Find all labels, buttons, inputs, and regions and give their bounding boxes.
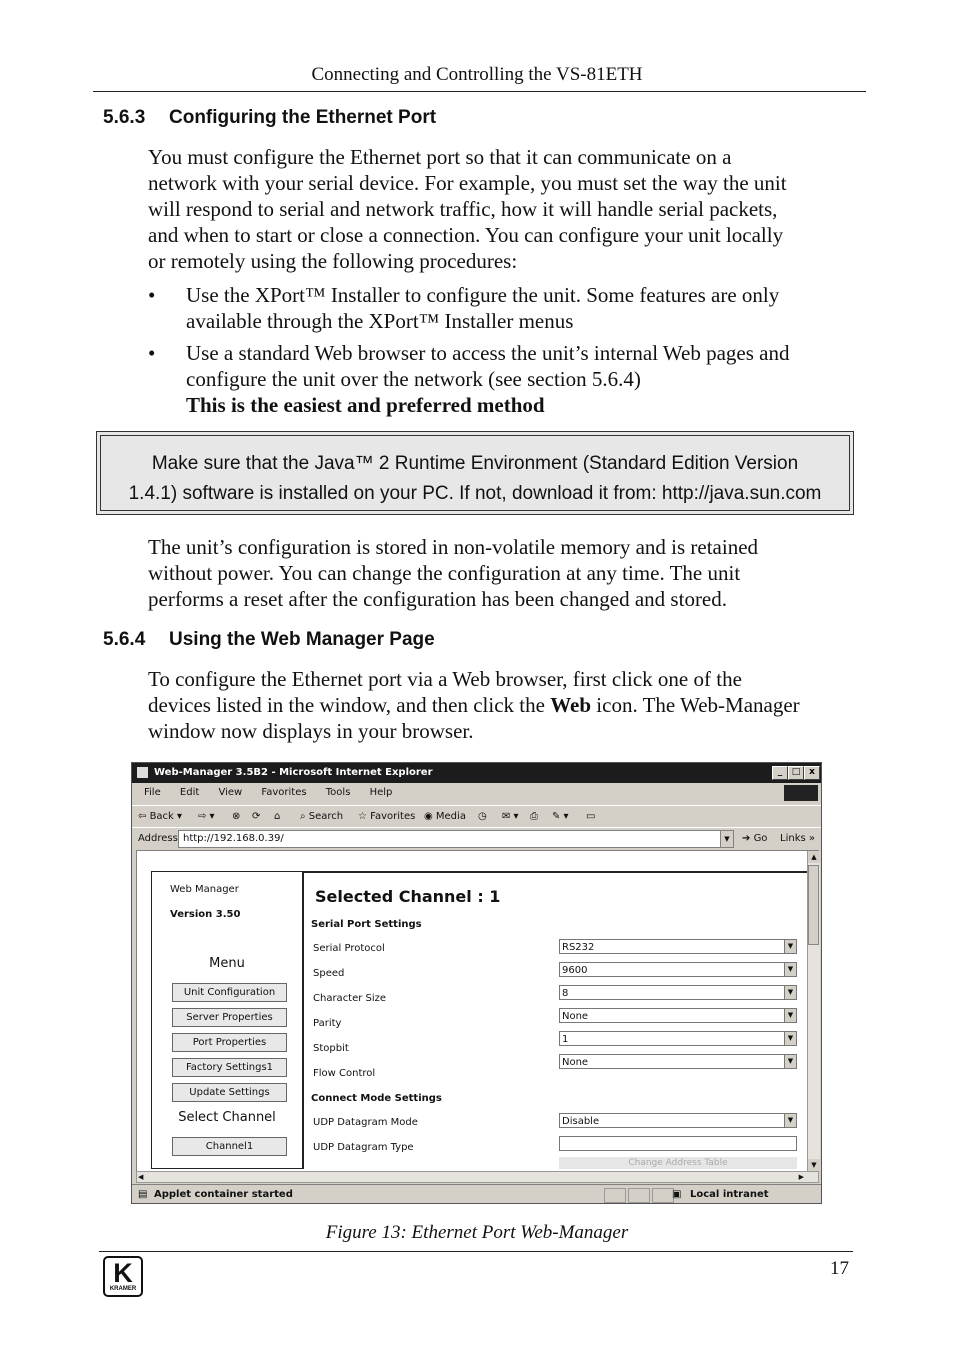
paragraph-intro [148,144,863,274]
chevron-down-icon: ▼ [784,1114,796,1127]
java-note-box [96,431,854,515]
text-line: window now displays in your browser. [148,719,474,743]
section-heading-563 [103,107,436,129]
channel-settings-panel [303,871,809,1169]
edit-icon[interactable]: ✎ ▾ [552,811,569,822]
zone-text: Local intranet [690,1189,769,1200]
server-properties-button[interactable]: Server Properties [172,1008,287,1027]
section-number: 5.6.4 [103,629,146,650]
scroll-right-icon[interactable]: ▶ [798,1173,804,1181]
windows-logo-icon [784,785,818,801]
scroll-up-icon[interactable]: ▲ [808,851,820,863]
text-line: and when to start or close a connection. You can configure your unit locally [148,223,784,247]
bullet-icon: • [148,341,156,365]
search-button[interactable]: ⌕ Search [300,811,344,822]
factory-settings-button[interactable]: Factory Settings1 [172,1058,287,1077]
page-number: 17 [830,1258,849,1279]
chevron-down-icon: ▼ [784,986,796,999]
forward-icon[interactable]: ⇨ ▾ [198,811,215,822]
udp-datagram-type-label: UDP Datagram Type [313,1142,414,1153]
text-line: Use the XPort™ Installer to configure the unit. Some features are only [186,283,780,307]
note-line: Make sure that the Java™ 2 Runtime Environment (Standard Edition Version [151,453,799,474]
udp-datagram-mode-label: UDP Datagram Mode [313,1117,418,1128]
stop-icon[interactable]: ⊗ [232,811,241,822]
menu-heading: Menu [209,956,245,971]
status-panel [652,1188,674,1203]
section-title: Using the Web Manager Page [169,629,435,650]
address-label: Address [138,833,178,844]
footer-rule [99,1251,853,1252]
note-line: 1.4.1) software is installed on your PC. If not, download it from: http://java.sun.com [128,483,822,504]
text-line: devices listed in the window, and then click the Web icon. The Web-Manager [148,693,800,717]
section-title: Configuring the Ethernet Port [169,107,437,128]
selected-channel-title: Selected Channel : 1 [315,887,501,906]
browser-status-bar [132,1184,821,1204]
menu-file[interactable]: File [144,787,161,798]
speed-select[interactable]: 9600 ▼ [559,962,797,977]
serial-port-settings-heading: Serial Port Settings [311,919,422,930]
back-button[interactable]: ⇦ Back ▾ [138,811,183,822]
status-panel [604,1188,626,1203]
parity-select[interactable]: None ▼ [559,1008,797,1023]
unit-configuration-button[interactable]: Unit Configuration [172,983,287,1002]
kramer-logo [103,1256,143,1297]
select-channel-heading: Select Channel [178,1110,276,1125]
browser-title: Web-Manager 3.5B2 - Microsoft Internet Explorer [154,767,433,778]
paragraph-web-manager [148,666,868,744]
text-line: without power. You can change the configuration at any time. The unit [148,561,741,585]
browser-menu-bar [132,783,821,803]
web-manager-screenshot [131,762,822,1204]
browser-toolbar [132,805,821,828]
browser-title-bar [132,763,821,783]
bullet-item-web-browser [148,340,863,418]
udp-datagram-type-input[interactable] [559,1136,797,1151]
status-page-icon: ▤ [138,1189,148,1200]
minimize-icon[interactable]: _ [772,766,788,780]
chevron-down-icon: ▼ [784,1009,796,1022]
maximize-icon[interactable]: □ [788,766,804,780]
text-line: available through the XPort™ Installer menus [186,309,574,333]
media-button[interactable]: ◉ Media [424,811,466,822]
character-size-select[interactable]: 8 ▼ [559,985,797,1000]
udp-datagram-mode-select[interactable]: Disable ▼ [559,1113,797,1128]
connect-mode-settings-heading: Connect Mode Settings [311,1093,442,1104]
chevron-down-icon: ▼ [784,1032,796,1045]
flow-control-label: Flow Control [313,1068,376,1079]
parity-label: Parity [313,1018,342,1029]
text-line: To configure the Ethernet port via a Web browser, first click one of the [148,667,742,691]
address-bar [132,827,821,850]
text-line: performs a reset after the configuration has been changed and stored. [148,587,728,611]
scroll-down-icon[interactable]: ▼ [808,1159,820,1171]
serial-protocol-label: Serial Protocol [313,943,385,954]
mail-icon[interactable]: ✉ ▾ [502,811,519,822]
section-number: 5.6.3 [103,107,146,128]
stopbit-label: Stopbit [313,1043,349,1054]
text-line: You must configure the Ethernet port so that it can communicate on a [148,145,732,169]
stopbit-select[interactable]: 1 ▼ [559,1031,797,1046]
links-button[interactable]: Links » [780,833,815,844]
intranet-icon: ▣ [672,1189,682,1200]
serial-protocol-select[interactable]: RS232 ▼ [559,939,797,954]
vertical-scrollbar[interactable] [807,851,820,1171]
scroll-left-icon[interactable]: ◀ [138,1173,144,1181]
address-dropdown-icon[interactable]: ▼ [720,831,733,847]
web-manager-version: Version 3.50 [170,909,241,920]
change-address-table-button[interactable]: Change Address Table [559,1157,797,1169]
bullet-icon: • [148,283,156,307]
text-line: or remotely using the following procedures: [148,249,518,273]
close-icon[interactable]: x [804,766,820,780]
status-panel [628,1188,650,1203]
bullet-item-xport [148,282,863,334]
text-line: will respond to serial and network traffic, how it will handle serial packets, [148,197,778,221]
chevron-down-icon: ▼ [784,963,796,976]
menu-help[interactable]: Help [369,787,393,798]
web-manager-sidebar [151,871,304,1169]
history-icon[interactable]: ◷ [478,811,487,822]
go-button[interactable]: ➔ Go [742,833,768,844]
home-icon[interactable]: ⌂ [274,811,281,822]
status-text: Applet container started [154,1189,293,1200]
browser-content [136,850,819,1172]
chevron-down-icon: ▼ [784,1055,796,1068]
print-icon[interactable]: ⎙ [530,811,538,822]
kramer-logo-letter: K [113,1258,133,1288]
kramer-logo-text: KRAMER [109,1286,137,1292]
port-properties-button[interactable]: Port Properties [172,1033,287,1052]
horizontal-scrollbar[interactable] [136,1171,819,1183]
chevron-down-icon: ▼ [784,940,796,953]
text-line: The unit’s configuration is stored in non-volatile memory and is retained [148,535,759,559]
figure-caption: Figure 13: Ethernet Port Web-Manager [325,1222,629,1243]
ie-icon [137,767,148,778]
channel1-button[interactable]: Channel1 [172,1137,287,1156]
refresh-icon[interactable]: ⟳ [252,811,261,822]
text-line: network with your serial device. For example, you must set the way the unit [148,171,787,195]
speed-label: Speed [313,968,345,979]
discuss-icon[interactable]: ▭ [586,811,596,822]
section-heading-564 [103,629,435,651]
paragraph-configuration-storage [148,534,863,612]
text-line: configure the unit over the network (see section 5.6.4) [186,367,641,391]
web-bold-term: Web [550,693,592,717]
emphasis-line: This is the easiest and preferred method [186,393,545,417]
text-line: Use a standard Web browser to access the unit’s internal Web pages and [186,341,790,365]
scrollbar-thumb[interactable] [808,865,819,945]
menu-view[interactable]: View [218,787,243,798]
running-header: Connecting and Controlling the VS-81ETH [311,64,643,85]
web-manager-title: Web Manager [170,884,239,895]
character-size-label: Character Size [313,993,387,1004]
flow-control-select[interactable]: None ▼ [559,1054,797,1069]
address-input[interactable]: http://192.168.0.39/ ▼ [178,830,734,848]
menu-tools[interactable]: Tools [325,787,351,798]
update-settings-button[interactable]: Update Settings [172,1083,287,1102]
header-rule [93,91,866,92]
menu-edit[interactable]: Edit [179,787,200,798]
menu-favorites[interactable]: Favorites [261,787,307,798]
favorites-button[interactable]: ☆ Favorites [358,811,416,822]
